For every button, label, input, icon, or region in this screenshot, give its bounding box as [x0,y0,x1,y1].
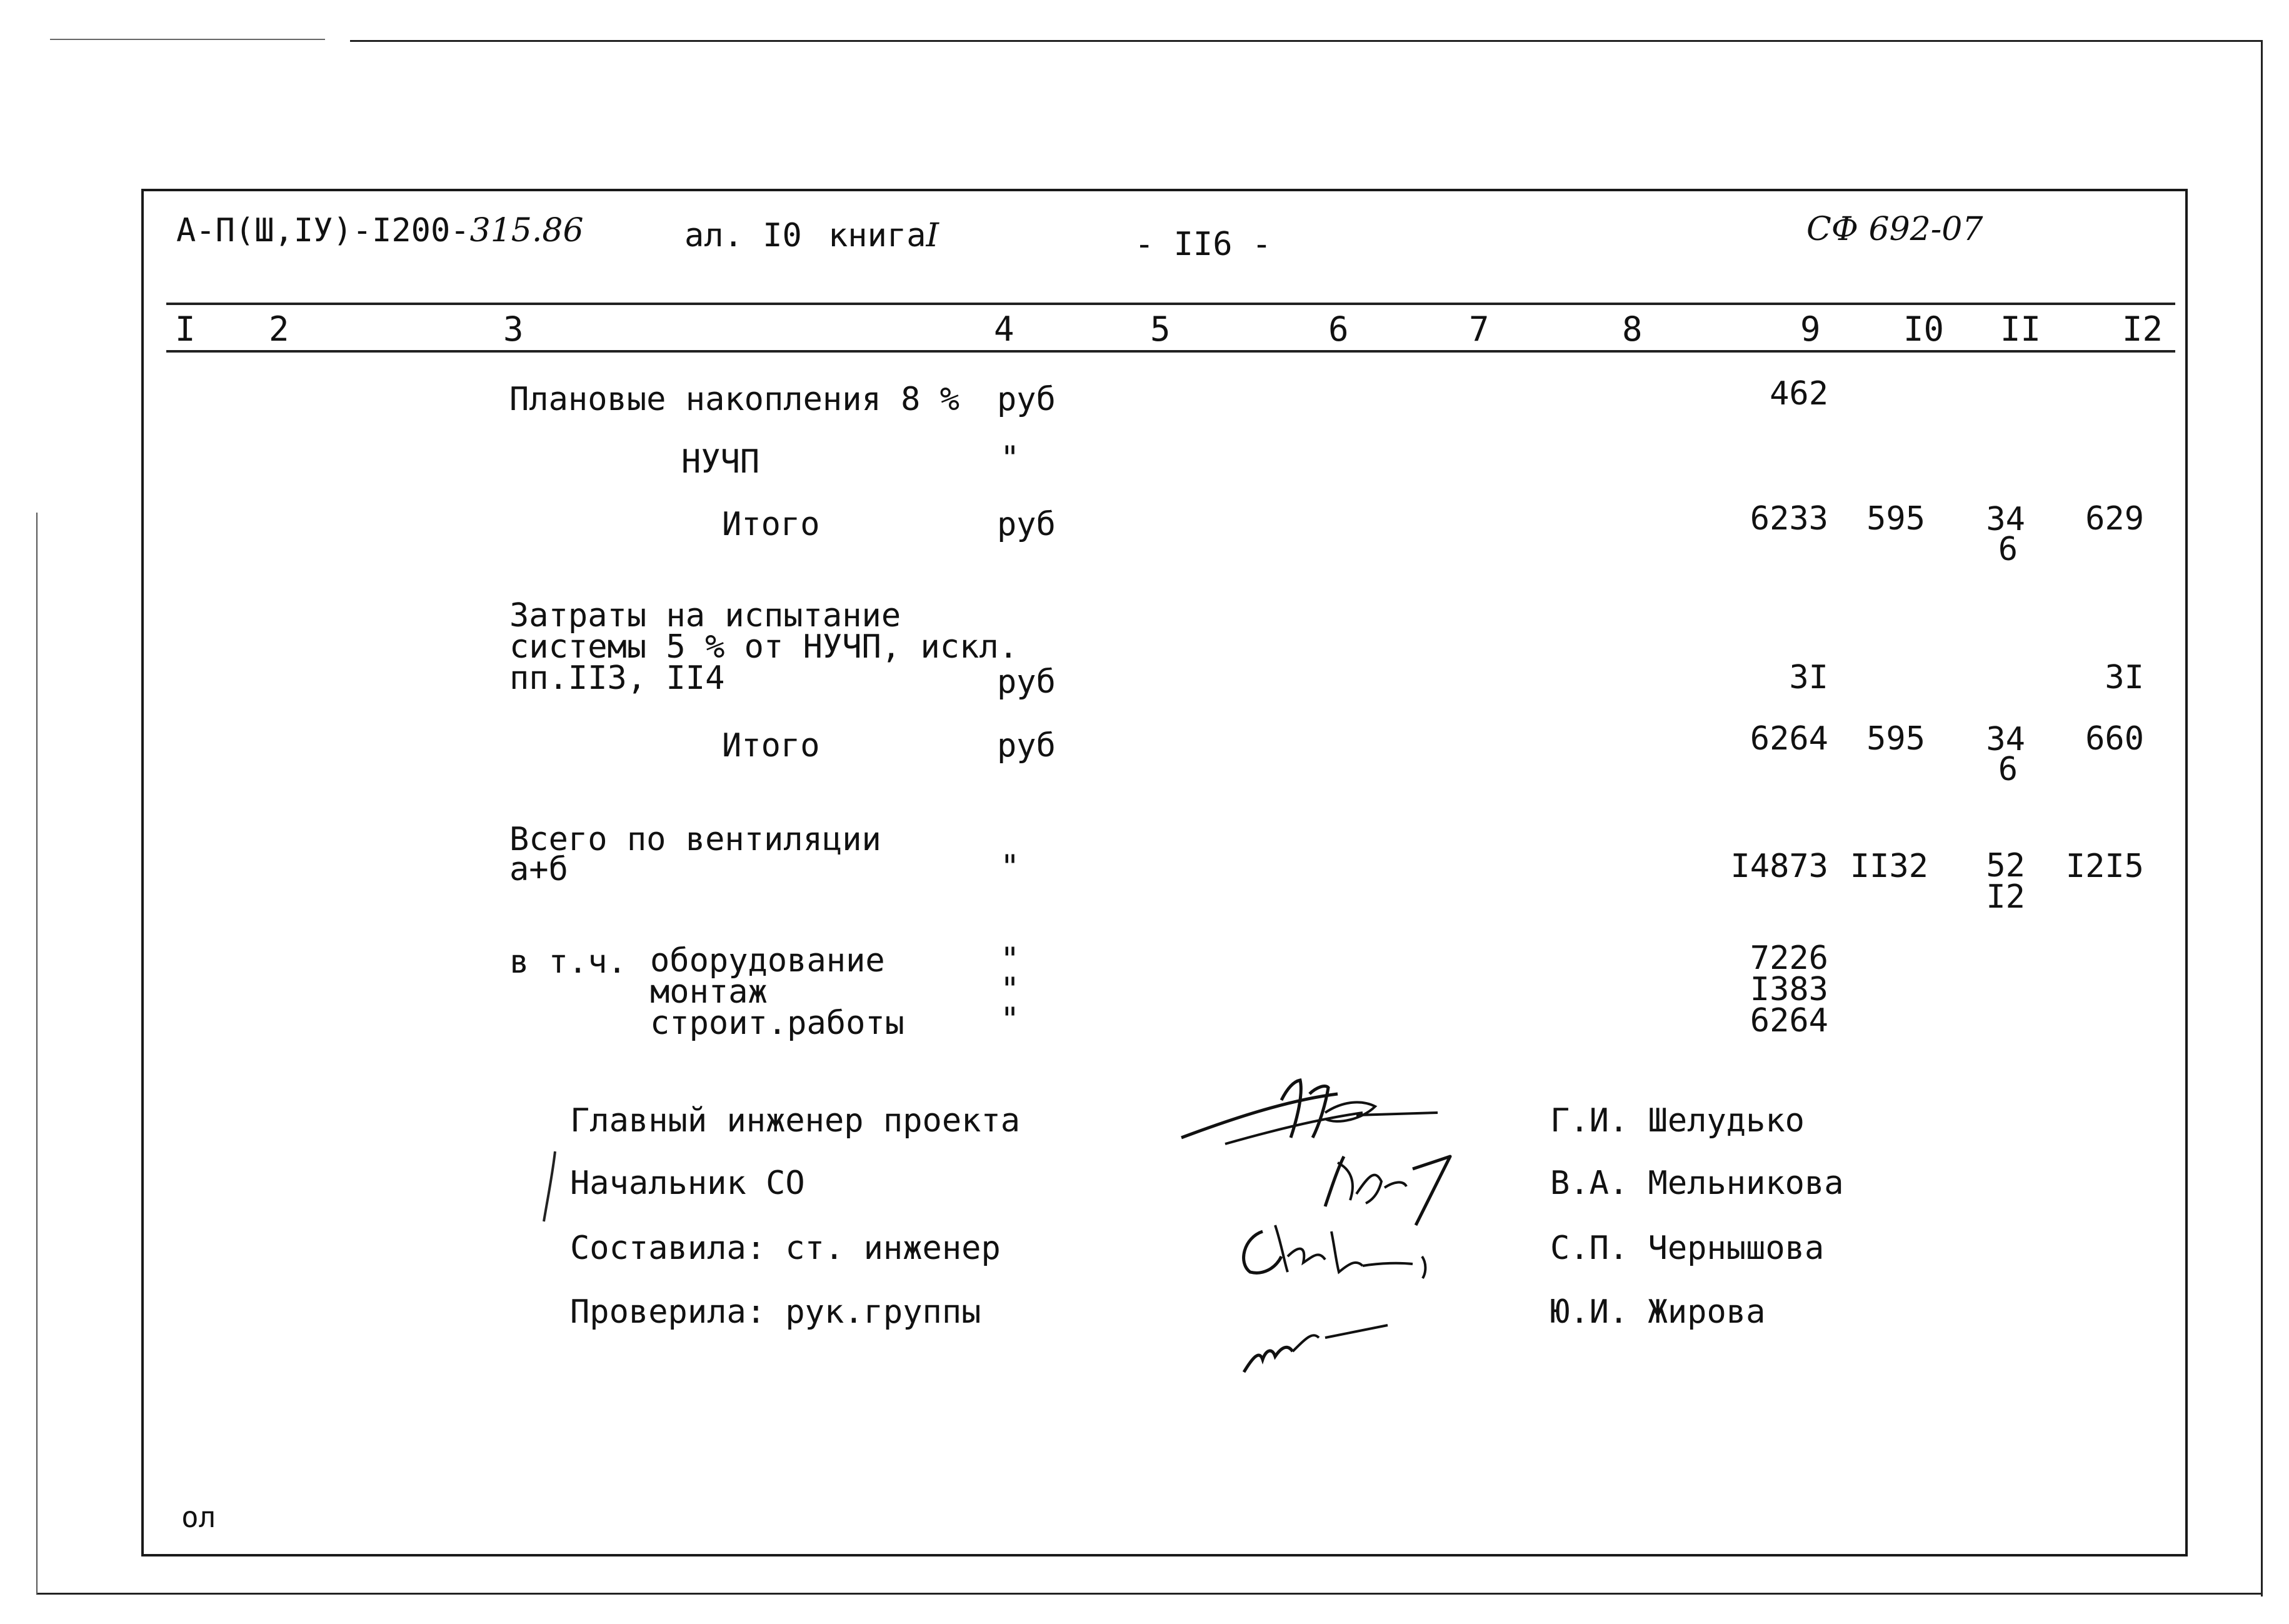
col-2: 2 [269,309,289,349]
handwritten-signature-3 [1225,1213,1450,1288]
signature-role-checked: Проверила: рук.группы [570,1293,981,1331]
col-9: 9 [1800,309,1821,349]
outer-frame-bottom [36,1593,2263,1595]
test-costs-line1: Затраты на испытание [509,597,901,634]
vent-total-unit: " [1000,848,1020,886]
including-assembly-label: монтаж [650,973,768,1011]
doc-code [176,214,584,248]
vent-total-c11-top: 52 [1986,847,2025,885]
including-assembly-unit: " [1000,971,1020,1008]
col-4: 4 [994,309,1014,349]
book-handwritten: I [926,217,939,254]
header-rule-bottom [166,350,2175,353]
footer-mark: ол [181,1500,216,1534]
total2-c12: 660 [2085,720,2144,758]
col-1: I [175,309,196,349]
stamp-code: СФ 692-07 [1806,211,1983,248]
margin-tick-mark [538,1149,563,1224]
page-number: - II6 - [1134,226,1272,263]
total1-c9: 6233 [1750,500,1828,538]
outer-frame-left [36,513,38,1594]
test-costs-line3: пп.II3, II4 [509,659,725,697]
signature-name-chernyshova: С.П. Чернышова [1550,1230,1825,1267]
col-6: 6 [1328,309,1349,349]
signature-role-chief-engineer: Главный инженер проекта [570,1102,1021,1140]
including-equipment-unit: " [1000,941,1020,978]
test-costs-unit: руб [997,663,1056,701]
doc-code-handwritten: 315.86 [469,212,584,249]
nuchp-unit: " [1000,439,1020,477]
book-label: книга [828,217,926,254]
total2-label: Итого [722,727,820,764]
total1-c11-bottom: 6 [1998,531,2018,568]
total1-c12: 629 [2085,500,2144,538]
col-3: 3 [503,309,524,349]
signature-name-zhirova: Ю.И. Жирова [1550,1293,1766,1331]
col-8: 8 [1622,309,1643,349]
signature-name-melnikova: В.А. Мельникова [1550,1165,1844,1202]
test-costs-c9: 3I [1789,659,1828,696]
test-costs-c12: 3I [2105,659,2144,696]
total2-unit: руб [997,727,1056,764]
including-prefix: в т.ч. [509,943,627,981]
doc-code-typed: А-П(Ш,IУ)-I200- [176,212,470,249]
test-costs-line2: системы 5 % от НУЧП, искл. [509,628,1018,666]
including-equipment-c9: 7226 [1750,940,1828,977]
handwritten-signature-4 [1238,1313,1400,1381]
total2-c10: 595 [1866,720,1925,758]
including-assembly-c9: I383 [1750,971,1828,1008]
total2-c9: 6264 [1750,720,1828,758]
total2-c11-top: 34 [1986,721,2025,758]
including-construction-label: строит.работы [650,1005,904,1042]
vent-total-c9: I4873 [1730,848,1828,885]
outer-frame-right [2261,40,2263,1596]
planned-savings-c9: 462 [1770,375,1828,413]
vent-total-line1: Всего по вентиляции [509,821,881,858]
col-12: I2 [2122,309,2163,349]
including-equipment-label: оборудование [650,942,885,980]
col-10: I0 [1903,309,1945,349]
planned-savings-label: Плановые накопления 8 % [509,381,960,418]
col-7: 7 [1469,309,1490,349]
nuchp-label: НУЧП [681,443,760,481]
total1-c11-top: 34 [1986,501,2025,538]
including-construction-c9: 6264 [1750,1002,1828,1040]
planned-savings-unit: руб [997,381,1056,418]
book-number [828,219,939,253]
header-rule-top [166,303,2175,305]
col-11: II [2000,309,2041,349]
signature-name-sheludko: Г.И. Шелудько [1550,1102,1805,1140]
total2-c11-bottom: 6 [1998,751,2018,788]
vent-total-line2: а+б [509,851,568,888]
including-construction-unit: " [1000,1001,1020,1038]
total1-label: Итого [722,506,820,543]
vent-total-c12: I2I5 [2065,848,2144,885]
total1-unit: руб [997,506,1056,543]
outer-frame-top-dash [50,39,325,40]
outer-frame-top [350,40,2263,42]
total1-c10: 595 [1866,500,1925,538]
col-5: 5 [1150,309,1171,349]
signature-role-compiled: Составила: ст. инженер [570,1230,1001,1267]
signature-role-head-so: Начальник СО [570,1165,805,1202]
vent-total-c10: II32 [1850,848,1928,885]
album-number: ал. I0 [684,217,802,254]
vent-total-c11-bottom: I2 [1986,878,2025,916]
